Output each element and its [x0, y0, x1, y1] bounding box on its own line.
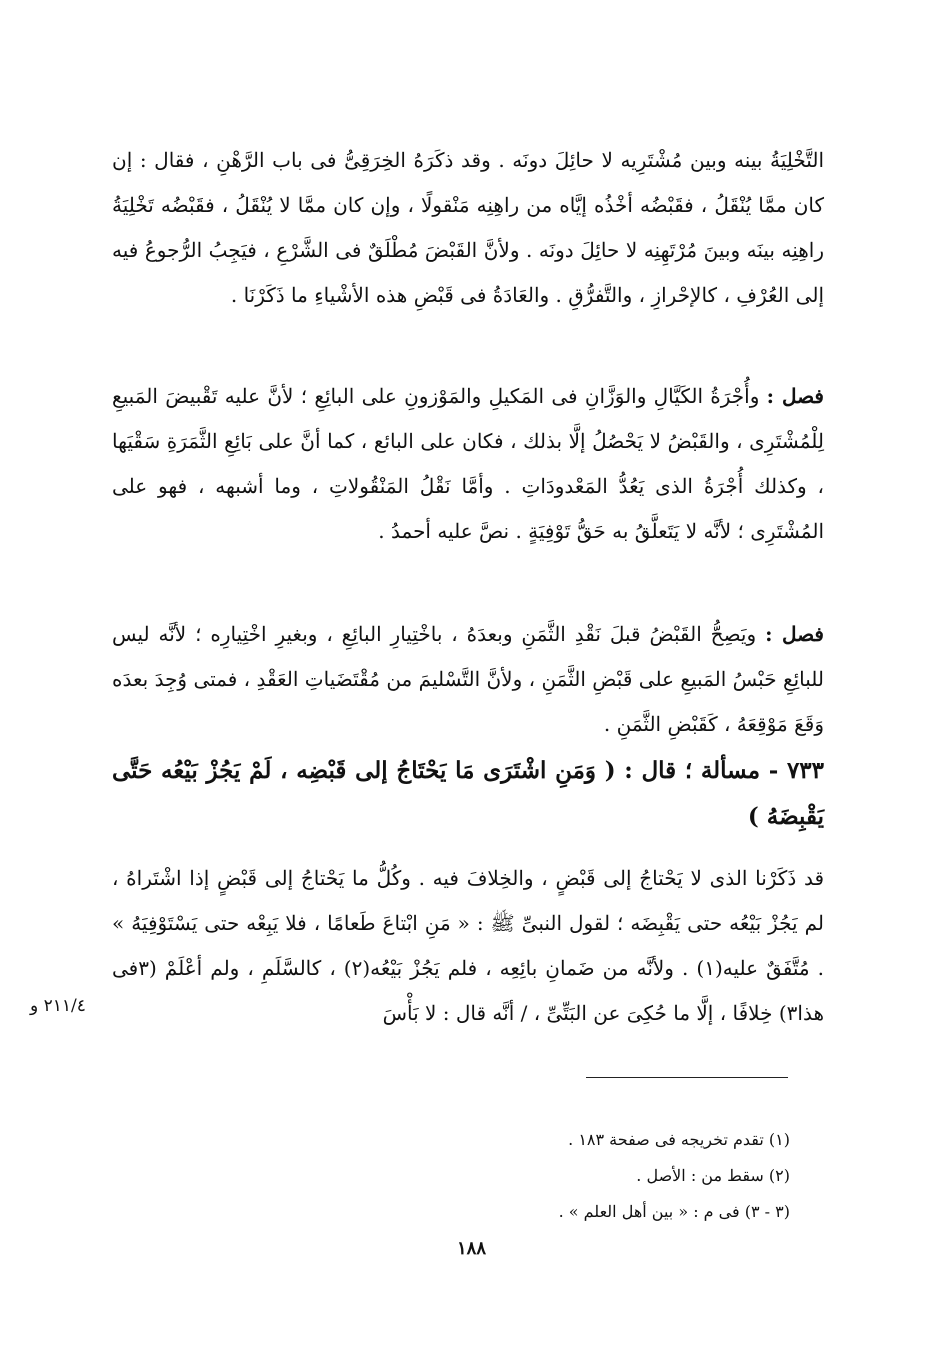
- footnotes: [300, 1122, 790, 1230]
- issue-heading: [112, 748, 824, 840]
- paragraph-body: وأُجْرَةُ الكَيَّالِ والوَزَّانِ فى المَكيلِ والمَوْزونِ على البائِعِ ؛ لأنَّ عليه تَقْبيضَ المَبيعِ لِلْمُشْتَرِى ، والقَبْضُ لا يَحْصُلُ إلَّا بذلك ، فكان على البائع ، كما أنَّ على بَائِعِ الثَّمَرَةِ سَقْيَها ، وكذلك أُجْرَةُ الذى يَعُدُّ المَعْدودَاتِ . وأمَّا نَقْلُ المَنْقُولاتِ ، وما أشبهه ، فهو على المُشْتَرِى ؛ لأنَّه لا يَتَعلَّقُ به حَقُّ تَوْفِيَةٍ . نصَّ عليه أحمدُ .: [112, 384, 824, 543]
- footnote-3: (٣ - ٣) فى م : « بين أهل العلم » .: [558, 1202, 790, 1221]
- issue-heading-text: ٧٣٣ - مسألة ؛ قال : ( وَمَنِ اشْتَرَى مَا يَحْتَاجُ إلى قَبْضِه ، لَمْ يَجُزْ بَيْعُه حَتَّى يَقْبِضَهُ ): [112, 757, 824, 830]
- section-lead-fasl: فصل :: [765, 622, 824, 646]
- page-number: ١٨٨: [456, 1238, 486, 1259]
- paragraph-text: [112, 374, 824, 554]
- section-lead-fasl: فصل :: [766, 384, 824, 408]
- paragraph-text: التَّخْلِيَةُ بينه وبين مُشْتَرِيه لا حائِلَ دونَه . وقد ذكَرَهُ الخِرَقِىُّ فى باب الرَّهْنِ ، فقال : إن كان ممَّا يُنْقَلُ ، فقَبْضُه أخْذُه إيَّاه من راهِنِه مَنْقولًا ، وإن كان ممَّا لا يُنْقَلُ ، فقَبْضُه تَخْلِيَةُ راهِنِه بينَه وبينَ مُرْتَهِنِه لا حائِلَ دونَه . ولأنَّ القَبْضَ مُطْلَقٌ فى الشَّرْعِ ، فيَجِبُ الرُّجوعُ فيه إلى العُرْفِ ، كالإحْرازِ ، والتَّفرُّقِ . والعَادَةُ فى قَبْضِ هذه الأشْياءِ ما ذَكَرْنَا .: [112, 148, 824, 307]
- body-paragraph-5: [112, 856, 824, 1036]
- body-paragraph-1: [112, 138, 824, 318]
- body-paragraph-2: [112, 374, 824, 554]
- paragraph-text: قد ذَكَرْنا الذى لا يَحْتاجُ إلى قَبْضٍ ، والخِلافَ فيه . وكُلُّ ما يَحْتاجُ إلى قَبْضٍ إذا اشْتَراهُ ، لم يَجُزْ بَيْعُه حتى يَقْبِضَه ؛ لقول النبىِّ ﷺ : « مَنِ ابْتاعَ طَعامًا ، فلا يَبِعْه حتى يَسْتَوْفِيَهُ » . مُتَّفَقٌ عليه(١) . ولأنَّه من ضَمانِ بائِعِه ، فلم يَجُزْ بَيْعُه(٢) ، كالسَّلَمِ ، ولم أعْلَمْ (٣فى هذا٣) خِلافًا ، إلَّا ما حُكِىَ عن البَتِّىِّ ، / أنَّه قال : لا بَأْسَ: [112, 866, 825, 1025]
- margin-reference: ٢١١/٤ و: [30, 996, 86, 1016]
- footnote-divider: [586, 1077, 788, 1078]
- footnote-2: (٢) سقط من : الأصل .: [636, 1166, 790, 1185]
- footnote-1: (١) تقدم تخريجه فى صفحة ١٨٣ .: [568, 1130, 790, 1149]
- body-paragraph-3: [112, 612, 824, 747]
- paragraph-body: ويَصِحُّ القَبْضُ قبلَ نَقْدِ الثَّمَنِ وبعدَهُ ، باخْتِيارِ البائِعِ ، وبغيرِ اخْتِيارِه ؛ لأنَّه ليس للبائِعِ حَبْسُ المَبيعِ على قَبْضِ الثَّمَنِ ، ولأنَّ التَّسْليمَ من مُقْتَضَياتِ العَقْدِ ، فمتى وُجِدَ بعدَه وَقَعَ مَوْقِعَهُ ، كَقَبْضِ الثَّمَنِ .: [112, 622, 824, 736]
- paragraph-text: [112, 612, 824, 747]
